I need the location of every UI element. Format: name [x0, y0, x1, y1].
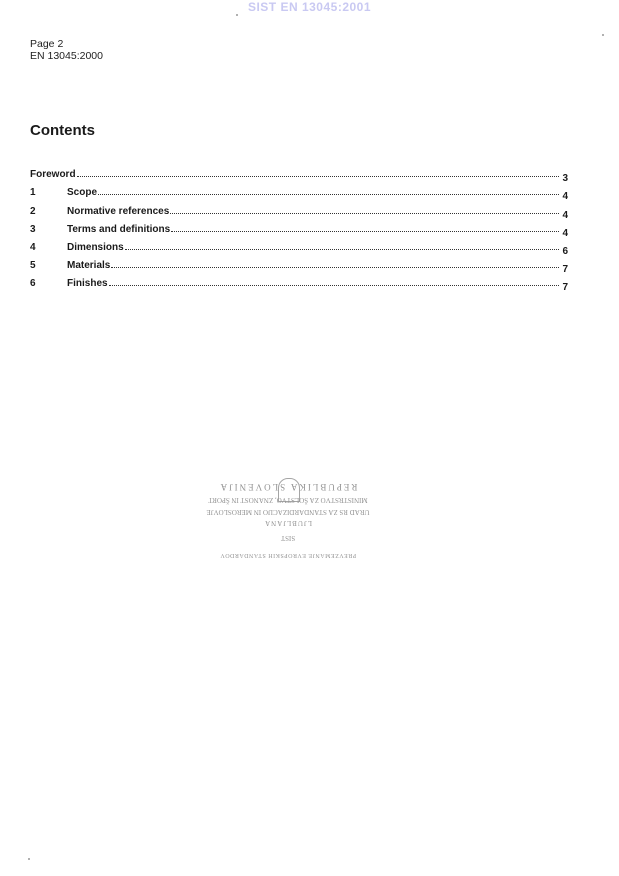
toc-entry-terms-and-definitions[interactable]: [30, 217, 568, 239]
toc-entry-title: Foreword: [30, 169, 76, 181]
toc-entry-finishes[interactable]: [30, 271, 568, 294]
toc-entry-page: 6: [562, 245, 568, 257]
page-header: [30, 38, 103, 62]
document-watermark: SIST EN 13045:2001: [247, 0, 372, 14]
stamp-line: SIST: [280, 534, 296, 542]
toc-entry-foreword[interactable]: [30, 162, 568, 185]
toc-entry-scope[interactable]: [30, 180, 568, 203]
toc-entry-title: Materials: [67, 260, 111, 272]
scan-speck: [28, 858, 30, 860]
toc-entry-number: 4: [30, 241, 36, 253]
toc-entry-page: 7: [562, 282, 568, 294]
stamp-line: REPUBLIKA SLOVENIJA: [218, 482, 358, 492]
scan-speck: [602, 34, 604, 36]
toc-entry-page: 4: [562, 209, 568, 221]
stamp-line: MINISTRSTVO ZA ŠOLSTVO, ZNANOST IN ŠPORT: [208, 496, 368, 504]
toc-entry-page: 4: [562, 191, 568, 203]
toc-entry-number: 1: [30, 187, 36, 199]
table-of-contents: [30, 162, 568, 294]
stamp-line: URAD RS ZA STANDARDIZACIJO IN MEROSLOVJE: [206, 508, 370, 516]
toc-entry-page: 4: [562, 227, 568, 239]
toc-dot-leader: [77, 175, 559, 177]
toc-dot-leader: [170, 212, 559, 214]
toc-entry-title: Scope: [67, 187, 98, 199]
toc-entry-page: 7: [562, 264, 568, 276]
toc-dot-leader: [111, 266, 559, 268]
stamp-line: LJUBLJANA: [264, 519, 312, 527]
toc-entry-title: Dimensions: [67, 241, 124, 253]
toc-entry-title: Terms and definitions: [67, 223, 171, 235]
page-number: Page 2: [30, 38, 64, 50]
toc-entry-number: 5: [30, 260, 36, 272]
contents-heading: Contents: [30, 122, 95, 139]
toc-dot-leader: [171, 230, 559, 232]
toc-dot-leader: [109, 284, 559, 286]
toc-entry-dimensions[interactable]: [30, 235, 568, 257]
toc-entry-materials[interactable]: [30, 253, 568, 276]
stamp-line: PREVZEMANJE EVROPSKIH STANDARDOV: [219, 552, 357, 558]
toc-entry-number: 6: [30, 278, 36, 290]
scan-speck: [236, 14, 238, 16]
toc-entry-number: 2: [30, 205, 36, 217]
toc-entry-title: Normative references: [67, 205, 170, 217]
toc-entry-number: 3: [30, 223, 36, 235]
toc-entry-page: 3: [562, 173, 568, 185]
document-id: EN 13045:2000: [30, 50, 103, 62]
toc-dot-leader: [125, 248, 559, 250]
toc-dot-leader: [98, 193, 559, 195]
toc-entry-title: Finishes: [67, 278, 108, 290]
official-stamp: [198, 478, 378, 570]
toc-entry-normative-references[interactable]: [30, 198, 568, 221]
